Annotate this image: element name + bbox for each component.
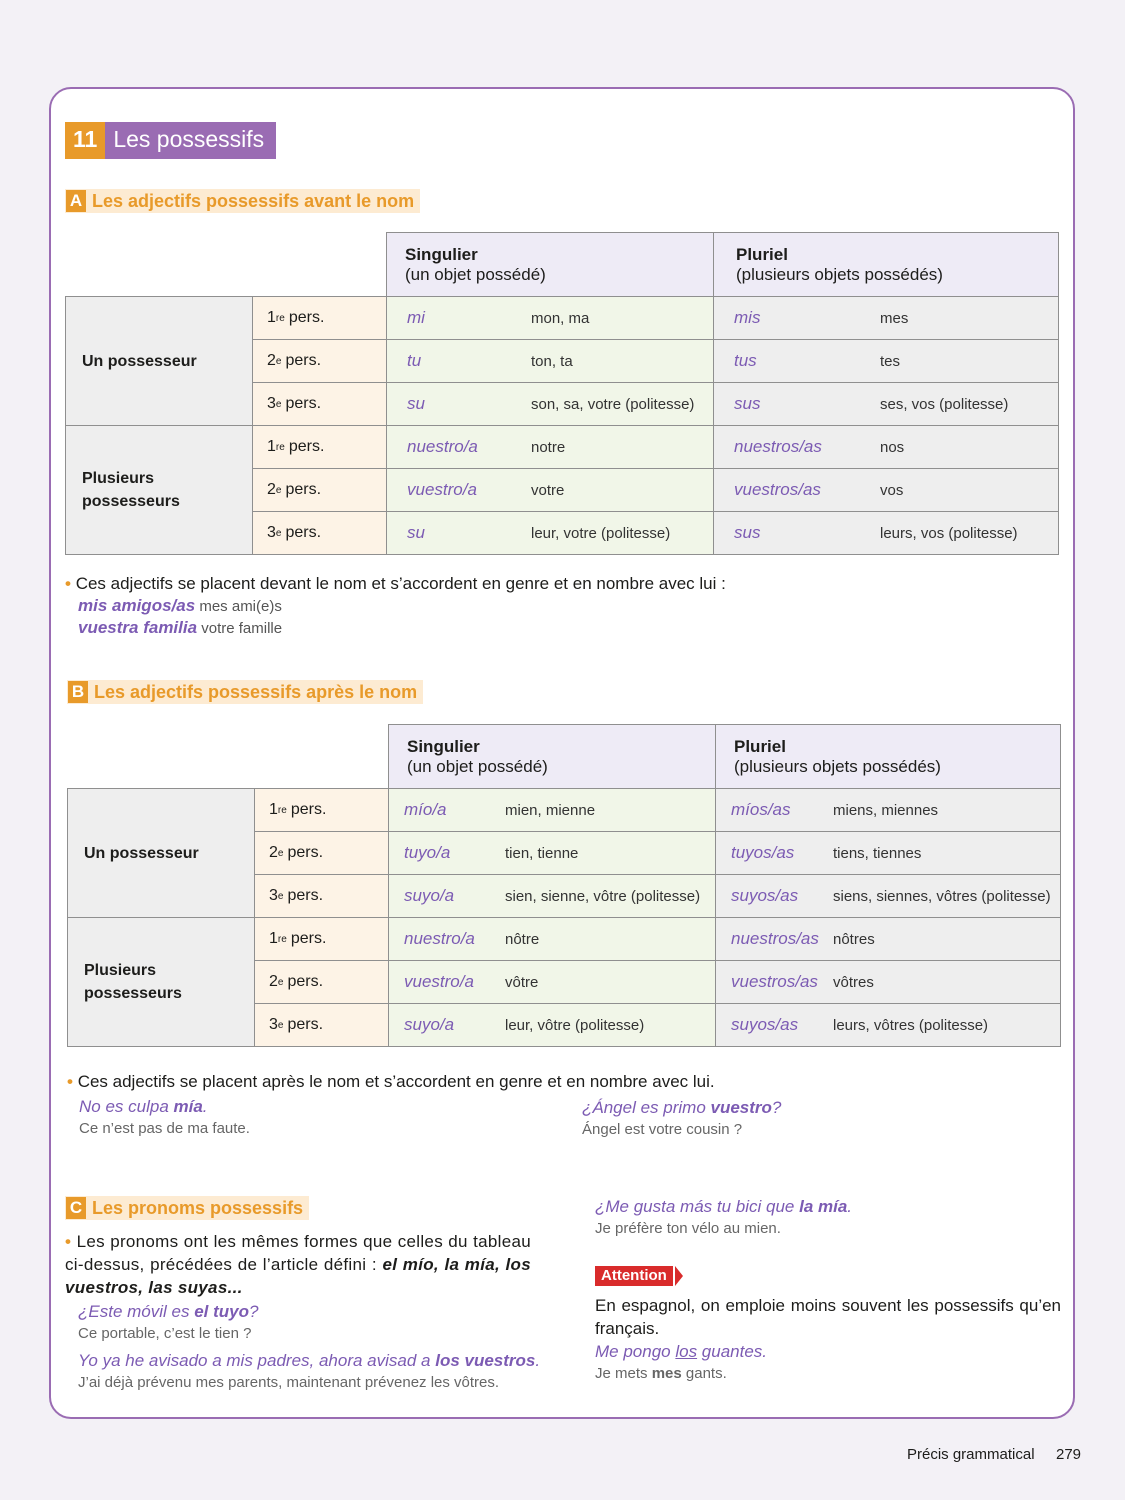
example-b2-es-c: ? — [771, 1098, 782, 1117]
example-c3-fr: Je préfère ton vélo au mien. — [595, 1220, 781, 1237]
spanish-plural: míos/as — [731, 800, 791, 819]
person-number: 1 — [269, 801, 278, 818]
person-number: 2 — [267, 481, 276, 498]
person-cell — [254, 1003, 389, 1047]
french-plural: mes — [880, 309, 909, 327]
person-suffix: e — [275, 355, 282, 367]
french-singular: ton, ta — [531, 352, 573, 370]
attention-text: En espagnol, on emploie moins souvent les possessifs qu’en français. — [595, 1296, 1061, 1338]
person-suffix: e — [277, 890, 284, 902]
example-c2-fr: J’ai déjà prévenu mes parents, maintenant prévenez les vôtres. — [78, 1374, 500, 1391]
chapter-number: 11 — [65, 122, 105, 159]
header-plural-title: Pluriel — [736, 244, 788, 264]
person-label: pers. — [288, 309, 325, 326]
person-cell — [254, 960, 389, 1004]
owner-group-cell — [65, 296, 253, 426]
section-a-rule-text: Ces adjectifs se placent devant le nom et s’accordent en genre et en nombre avec lui : — [75, 574, 726, 593]
person-suffix: e — [275, 484, 282, 496]
person-number: 3 — [267, 395, 276, 412]
plural-cell — [713, 296, 1059, 340]
person-label: pers. — [290, 930, 327, 947]
person-cell — [252, 382, 387, 426]
section-a-letter: A — [66, 190, 86, 212]
plural-cell — [713, 511, 1059, 555]
example-c1 — [78, 1302, 258, 1342]
spanish-singular: suyo/a — [404, 886, 455, 905]
person-cell — [252, 511, 387, 555]
person-cell — [254, 831, 389, 875]
example-b2 — [582, 1098, 781, 1138]
section-c-letter: C — [66, 1197, 86, 1219]
singular-cell — [388, 788, 716, 832]
example-b1-es-a: No es culpa — [79, 1097, 174, 1116]
owner-group-label: Plusieurs possesseurs — [82, 470, 180, 510]
person-suffix: e — [275, 527, 282, 539]
person-cell — [252, 296, 387, 340]
page-number: 279 — [1056, 1446, 1082, 1463]
plural-cell — [715, 788, 1061, 832]
section-b-rule: • Ces adjectifs se placent après le nom et s’accordent en genre et en nombre avec lui. — [67, 1072, 715, 1091]
header-singular-subtitle: (un objet possédé) — [405, 264, 546, 284]
section-c-rule-examples: el mío, la mía, los vuestros, las suyas... — [65, 1255, 532, 1297]
person-suffix: e — [275, 398, 282, 410]
french-singular: tien, tienne — [505, 844, 579, 862]
example-c3-es-c: . — [847, 1197, 853, 1216]
header-singular-title: Singulier — [407, 736, 480, 756]
person-suffix: re — [275, 441, 285, 453]
spanish-plural: vuestros/as — [734, 480, 821, 499]
example-b1-es-c: . — [202, 1097, 208, 1116]
header-plural-title: Pluriel — [734, 736, 786, 756]
person-number: 2 — [267, 352, 276, 369]
example-b1-es-b: mía — [173, 1097, 203, 1116]
french-plural: leurs, vôtres (politesse) — [833, 1016, 989, 1034]
plural-cell — [713, 339, 1059, 383]
person-label: pers. — [287, 1016, 324, 1033]
owner-group-cell — [67, 788, 255, 918]
plural-cell — [713, 468, 1059, 512]
spanish-plural: suyos/as — [731, 1015, 799, 1034]
sectionB-header-plural — [715, 724, 1061, 789]
spanish-plural: suyos/as — [731, 886, 799, 905]
person-cell — [254, 788, 389, 832]
section-a-title: Les adjectifs possessifs avant le nom — [92, 190, 415, 211]
singular-cell — [388, 874, 716, 918]
chapter-heading — [65, 122, 276, 159]
section-a-rule: • Ces adjectifs se placent devant le nom et s’accordent en genre et en nombre avec lui : — [65, 574, 726, 593]
example-c1-es-a: ¿Este móvil es — [78, 1302, 195, 1321]
person-number: 3 — [267, 524, 276, 541]
person-cell — [252, 339, 387, 383]
person-suffix: e — [277, 976, 284, 988]
plural-cell — [715, 960, 1061, 1004]
header-singular-subtitle: (un objet possédé) — [407, 756, 548, 776]
person-number: 3 — [269, 1016, 278, 1033]
singular-cell — [386, 511, 714, 555]
example-a2 — [78, 618, 282, 638]
section-c-rule-text: Les pronoms ont les mêmes formes que celles du tableau ci-dessus, précédées de l’article défini : — [65, 1232, 531, 1274]
spanish-singular: tuyo/a — [404, 843, 451, 862]
person-suffix: re — [277, 804, 287, 816]
section-c-heading — [65, 1196, 309, 1220]
attention-badge — [595, 1266, 683, 1286]
attention-example-fr-a: Je mets — [595, 1365, 652, 1382]
example-c1-es-b: el tuyo — [194, 1302, 249, 1321]
spanish-singular: mío/a — [404, 800, 447, 819]
example-b1-fr: Ce n’est pas de ma faute. — [79, 1120, 250, 1137]
person-number: 1 — [267, 309, 276, 326]
plural-cell — [715, 874, 1061, 918]
french-singular: son, sa, votre (politesse) — [531, 395, 695, 413]
french-plural: miens, miennes — [833, 801, 939, 819]
example-b2-fr: Ángel est votre cousin ? — [582, 1121, 743, 1138]
header-plural-subtitle: (plusieurs objets possédés) — [734, 756, 941, 776]
attention-example-es-a: Me pongo — [595, 1342, 676, 1361]
example-c1-es-c: ? — [249, 1302, 259, 1321]
header-singular-title: Singulier — [405, 244, 478, 264]
singular-cell — [386, 468, 714, 512]
owner-group-label: Un possesseur — [82, 352, 197, 370]
example-c2-es-a: Yo ya he avisado a mis padres, ahora avisad a — [78, 1351, 436, 1370]
person-number: 2 — [269, 973, 278, 990]
spanish-plural: tuyos/as — [731, 843, 795, 862]
person-suffix: e — [277, 1019, 284, 1031]
singular-cell — [388, 960, 716, 1004]
spanish-plural: vuestros/as — [731, 972, 818, 991]
french-singular: votre — [531, 481, 565, 499]
section-b-heading — [67, 680, 423, 704]
example-c2-es-b: los vuestros — [435, 1351, 536, 1370]
spanish-plural: tus — [734, 351, 757, 370]
french-singular: leur, vôtre (politesse) — [505, 1016, 645, 1034]
person-label: pers. — [290, 801, 327, 818]
person-label: pers. — [287, 887, 324, 904]
person-label: pers. — [288, 438, 325, 455]
section-b-title: Les adjectifs possessifs après le nom — [94, 681, 418, 702]
example-b2-es-b: vuestro — [710, 1098, 772, 1117]
spanish-singular: su — [407, 394, 425, 413]
french-plural: vôtres — [833, 973, 874, 991]
singular-cell — [386, 296, 714, 340]
spanish-plural: sus — [734, 523, 761, 542]
singular-cell — [388, 917, 716, 961]
person-cell — [254, 917, 389, 961]
example-b2-es-a: ¿Ángel es primo — [582, 1098, 711, 1117]
example-b1 — [79, 1097, 250, 1137]
attention-example-es-underlined: los — [675, 1342, 698, 1361]
french-plural: nôtres — [833, 930, 875, 948]
example-a1 — [78, 596, 282, 616]
attention-arrow-icon — [675, 1266, 683, 1286]
spanish-plural: nuestros/as — [734, 437, 822, 456]
spanish-singular: mi — [407, 308, 425, 327]
french-singular: sien, sienne, vôtre (politesse) — [505, 887, 701, 905]
plural-cell — [713, 425, 1059, 469]
plural-cell — [713, 382, 1059, 426]
french-singular: nôtre — [505, 930, 540, 948]
attention-example-fr-b: mes — [651, 1365, 682, 1382]
french-plural: siens, siennes, vôtres (politesse) — [833, 887, 1051, 905]
person-suffix: e — [277, 847, 284, 859]
french-singular: leur, votre (politesse) — [531, 524, 671, 542]
french-singular: mien, mienne — [505, 801, 596, 819]
person-label: pers. — [285, 352, 322, 369]
person-label: pers. — [287, 973, 324, 990]
chapter-title: Les possessifs — [105, 122, 276, 159]
spanish-plural: mis — [734, 308, 761, 327]
sectionB-header-singular — [388, 724, 716, 789]
attention-example — [595, 1342, 767, 1382]
section-a-heading — [65, 189, 420, 213]
person-suffix: re — [275, 312, 285, 324]
spanish-singular: vuestro/a — [404, 972, 474, 991]
french-plural: tes — [880, 352, 901, 370]
footer-label: Précis grammatical — [907, 1446, 1035, 1463]
person-number: 1 — [269, 930, 278, 947]
example-c3 — [595, 1197, 852, 1237]
person-label: pers. — [285, 524, 322, 541]
person-label: pers. — [287, 844, 324, 861]
singular-cell — [386, 339, 714, 383]
spanish-singular: nuestro/a — [404, 929, 475, 948]
section-b-letter: B — [68, 681, 88, 703]
owner-group-cell — [67, 917, 255, 1047]
section-b-rule-text: Ces adjectifs se placent après le nom et s’accordent en genre et en nombre avec lui. — [77, 1072, 715, 1091]
person-number: 2 — [269, 844, 278, 861]
owner-group-label: Plusieurs possesseurs — [84, 962, 182, 1002]
spanish-singular: nuestro/a — [407, 437, 478, 456]
owner-group-label: Un possesseur — [84, 844, 199, 862]
person-number: 1 — [267, 438, 276, 455]
spanish-plural: nuestros/as — [731, 929, 819, 948]
person-cell — [252, 468, 387, 512]
plural-cell — [715, 831, 1061, 875]
example-c3-es-b: la mía — [799, 1197, 848, 1216]
example-c2 — [78, 1351, 540, 1391]
singular-cell — [386, 425, 714, 469]
french-plural: nos — [880, 438, 905, 456]
sectionA-header-singular — [386, 232, 714, 297]
spanish-plural: sus — [734, 394, 761, 413]
singular-cell — [386, 382, 714, 426]
french-plural: leurs, vos (politesse) — [880, 524, 1018, 542]
spanish-singular: su — [407, 523, 425, 542]
singular-cell — [388, 831, 716, 875]
example-c3-es-a: ¿Me gusta más tu bici que — [595, 1197, 800, 1216]
person-label: pers. — [285, 481, 322, 498]
example-a2-es: vuestra familia — [78, 618, 198, 637]
french-singular: mon, ma — [531, 309, 590, 327]
singular-cell — [388, 1003, 716, 1047]
section-c-title: Les pronoms possessifs — [92, 1197, 304, 1218]
attention-example-es-c: guantes. — [697, 1342, 768, 1361]
french-singular: notre — [531, 438, 566, 456]
header-plural-subtitle: (plusieurs objets possédés) — [736, 264, 943, 284]
example-c2-es-c: . — [535, 1351, 541, 1370]
person-number: 3 — [269, 887, 278, 904]
plural-cell — [715, 917, 1061, 961]
person-cell — [254, 874, 389, 918]
spanish-singular: vuestro/a — [407, 480, 477, 499]
example-c1-fr: Ce portable, c’est le tien ? — [78, 1325, 252, 1342]
attention-label: Attention — [595, 1266, 673, 1286]
section-c-rule: • Les pronoms ont les mêmes formes que celles du tableau ci-dessus, précédées de l’article défini : el mío, la mía, los vuestros, las suyas... — [65, 1232, 532, 1297]
french-plural: ses, vos (politesse) — [880, 395, 1009, 413]
person-cell — [252, 425, 387, 469]
french-plural: tiens, tiennes — [833, 844, 922, 862]
example-a2-fr: votre famille — [201, 620, 283, 637]
french-plural: vos — [880, 481, 904, 499]
sectionA-header-plural — [713, 232, 1059, 297]
person-suffix: re — [277, 933, 287, 945]
spanish-singular: suyo/a — [404, 1015, 455, 1034]
spanish-singular: tu — [407, 351, 422, 370]
attention-example-fr-c: gants. — [681, 1365, 727, 1382]
owner-group-cell — [65, 425, 253, 555]
person-label: pers. — [285, 395, 322, 412]
plural-cell — [715, 1003, 1061, 1047]
example-a1-fr: mes ami(e)s — [199, 598, 282, 615]
example-a1-es: mis amigos/as — [78, 596, 196, 615]
french-singular: vôtre — [505, 973, 539, 991]
